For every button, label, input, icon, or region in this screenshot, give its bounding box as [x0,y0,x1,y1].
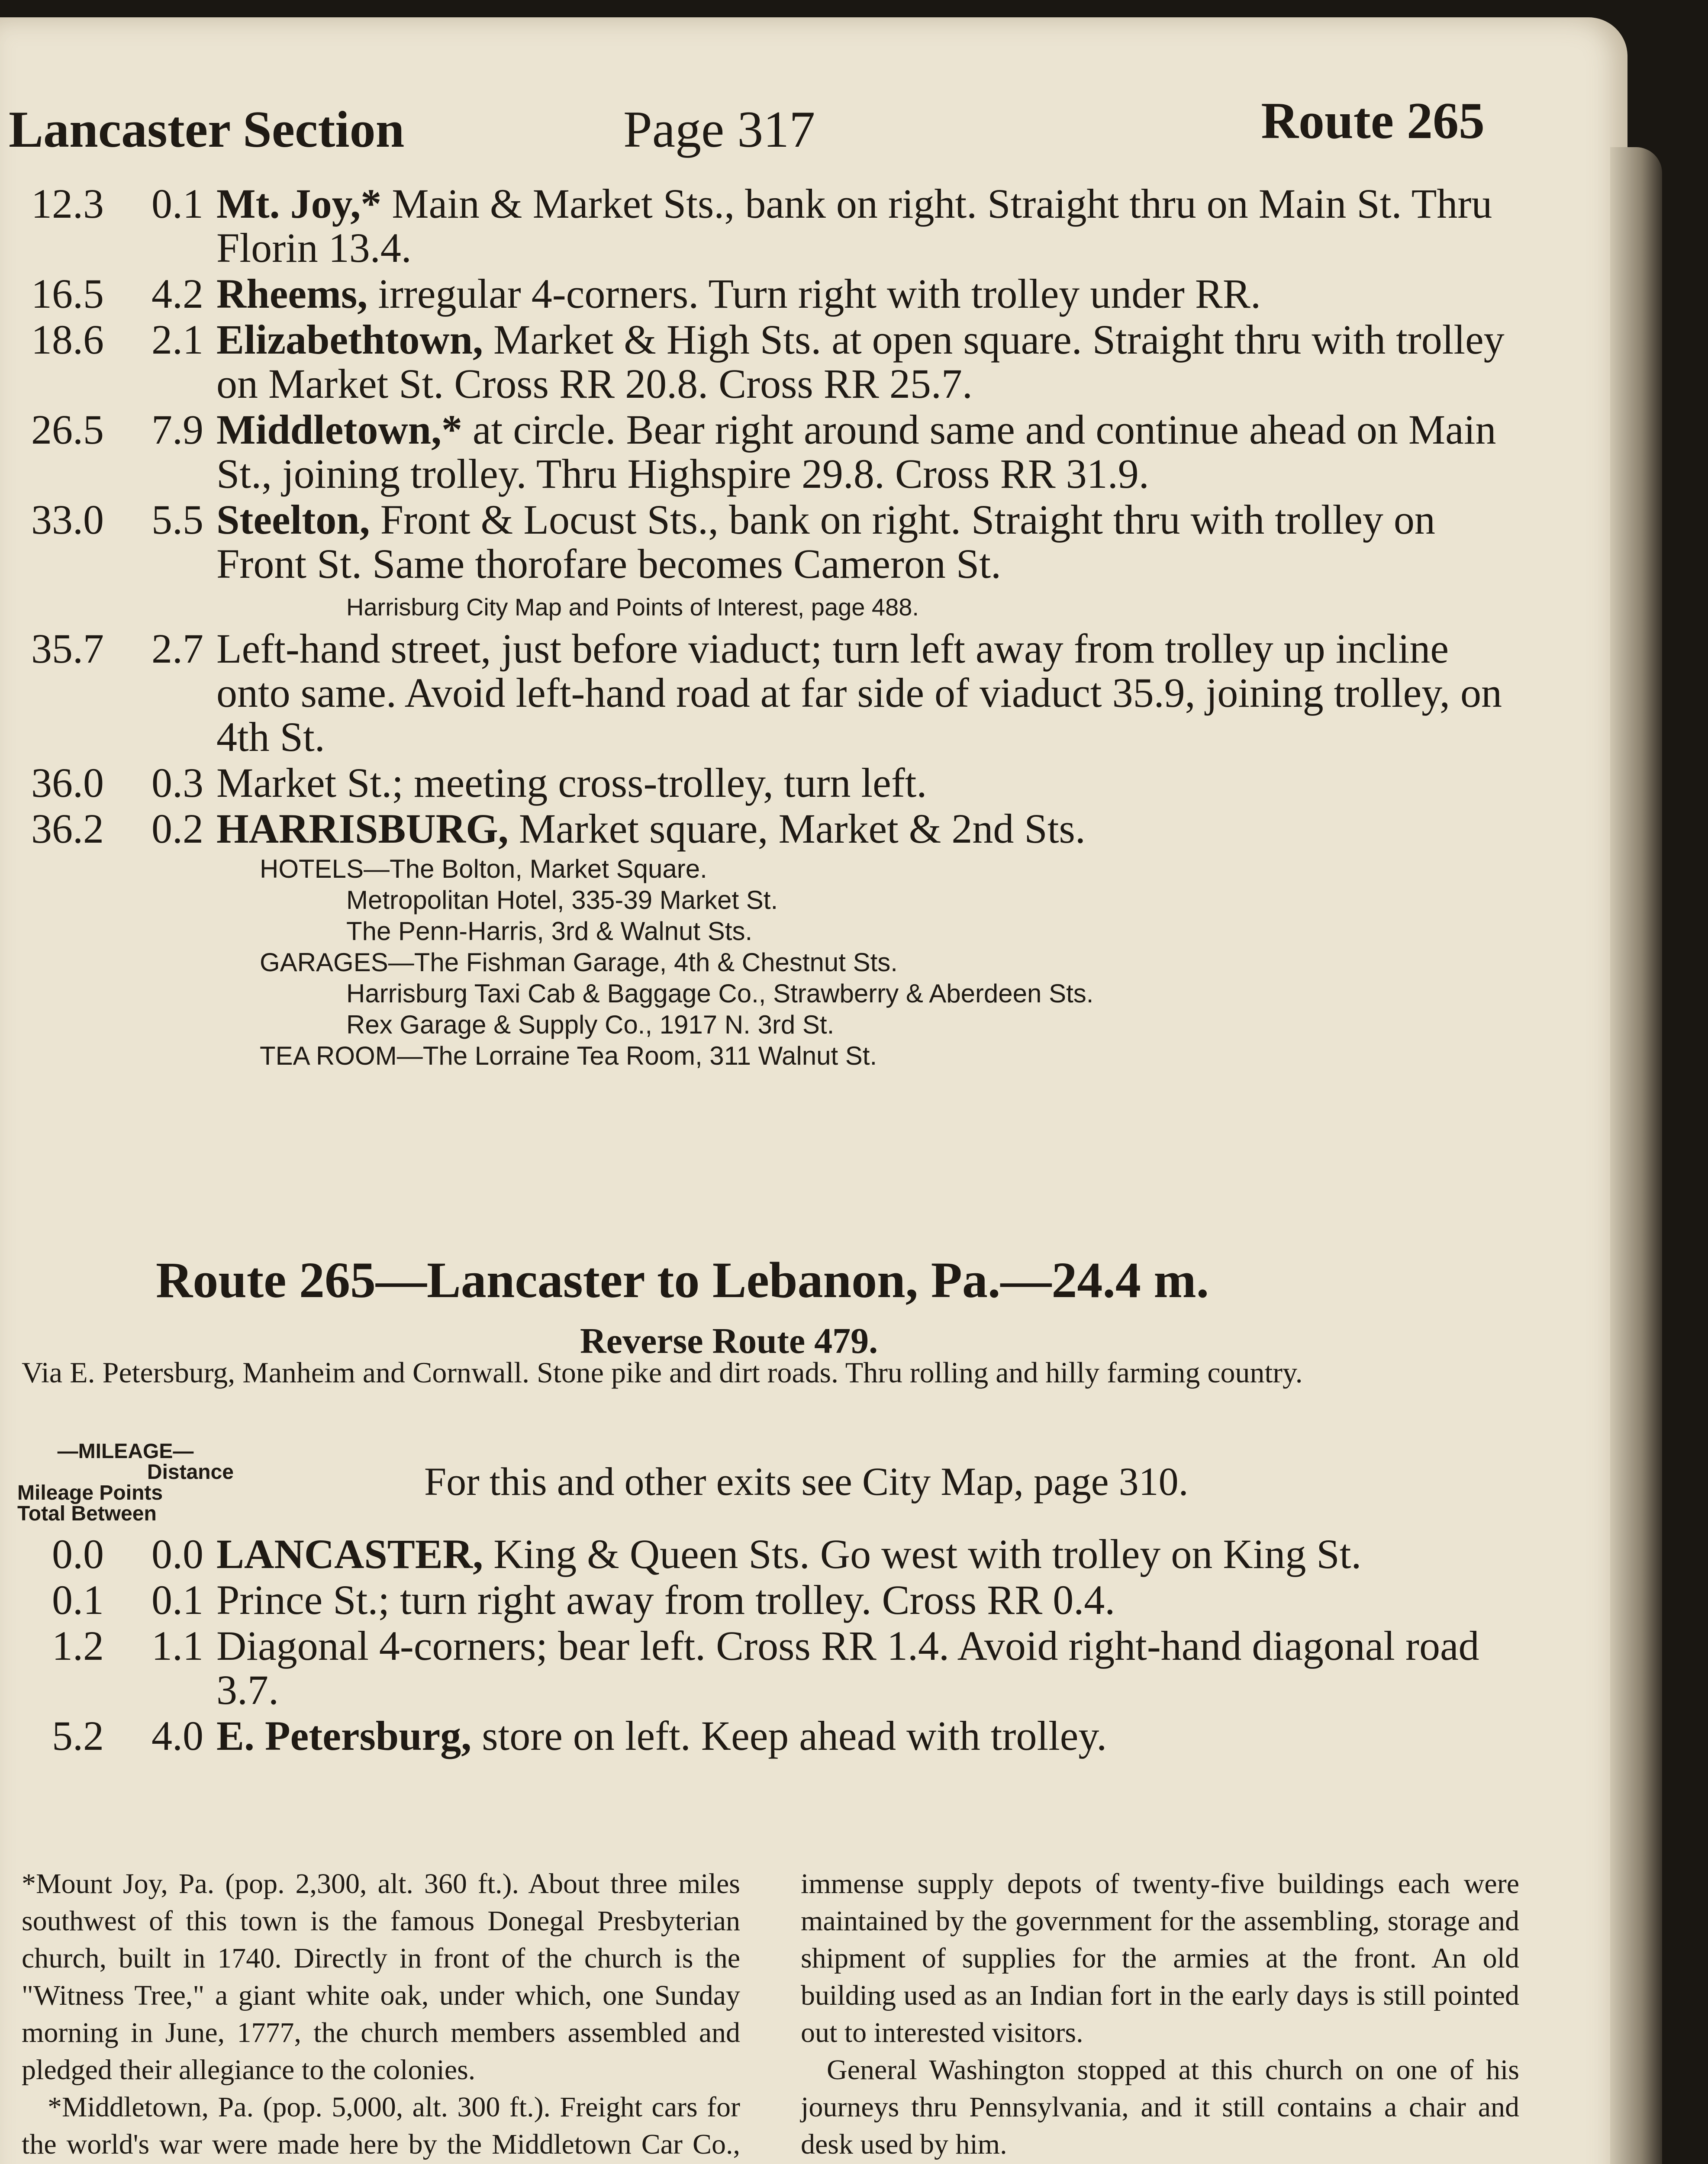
between-mileage: 5.5 [151,496,203,543]
route-entries-top [0,182,1506,1072]
mileage-heading: —MILEAGE— [57,1440,194,1463]
entry-text [216,182,1506,270]
place-name: Rheems, [216,270,368,317]
route-number: Route 265 [1261,92,1485,149]
directions: Market St.; meeting cross-trolley, turn left. [216,760,927,806]
directions: store on left. Keep ahead with trolley. [471,1713,1107,1759]
route-title: Route 265—Lancaster to Lebanon, Pa.—24.4 m. [156,1252,1209,1308]
directions: Market square, Market & 2nd Sts. [508,805,1086,852]
total-mileage: 0.0 [52,1531,104,1577]
hotels-list [260,853,1506,1072]
directions: Front & Locust Sts., bank on right. Straight thru with trolley on Front St. Same thorofare becomes Cameron St. [216,496,1435,587]
route-entry [0,182,1506,270]
route-entries-265 [0,1532,1506,1760]
route-entry [0,318,1506,406]
book-page [0,17,1627,2164]
entry-text [216,761,1506,805]
mileage-col1: Mileage Points [17,1481,163,1504]
directions: irregular 4-corners. Turn right with trolley under RR. [367,270,1261,317]
total-mileage: 36.0 [31,760,104,806]
garage-line: Harrisburg Taxi Cab & Baggage Co., Strawberry & Aberdeen Sts. [346,979,1094,1008]
directions: Market & High Sts. at open square. Straight thru with trolley on Market St. Cross RR 20.8. Cross RR 25.7. [216,316,1505,407]
route-entry [0,1714,1506,1758]
between-mileage: 1.1 [151,1623,203,1669]
place-name: Mt. Joy,* [216,180,382,227]
footnote-continued: immense supply depots of twenty-five buildings each were maintained by the government for the assembling, storage and shipment of supplies for the armies at the front. An old building used as an Indian fort in the early days is still pointed out to interested visitors. [801,1868,1519,2048]
between-mileage: 2.7 [151,625,203,672]
via-description: Via E. Petersburg, Manheim and Cornwall. Stone pike and dirt roads. Thru rolling and hilly farming country. [22,1356,1303,1389]
place-name: LANCASTER, [216,1531,483,1577]
route-entry [0,408,1506,496]
total-mileage: 33.0 [31,496,104,543]
directions: Diagonal 4-corners; bear left. Cross RR 1.4. Avoid right-hand diagonal road 3.7. [216,1623,1479,1713]
entry-text [216,807,1506,851]
page-header [9,91,1485,160]
garage-line: GARAGES—The Fishman Garage, 4th & Chestnut Sts. [260,948,898,977]
between-mileage: 0.0 [151,1531,203,1577]
mileage-legend [17,1441,234,1524]
entry-text [216,498,1506,586]
total-mileage: 18.6 [31,316,104,363]
total-mileage: 12.3 [31,180,104,227]
between-mileage: 0.3 [151,760,203,806]
hotel-line: Metropolitan Hotel, 335-39 Market St. [346,886,778,915]
total-mileage: 36.2 [31,805,104,852]
between-mileage: 4.0 [151,1713,203,1759]
entry-text [216,408,1506,496]
section-title: Lancaster Section [9,100,405,158]
entry-text [216,1578,1506,1622]
footnote-column-right [801,1865,1519,2163]
route-entry [0,807,1506,851]
exits-note: For this and other exits see City Map, page 310. [424,1459,1189,1504]
directions: Main & Market Sts., bank on right. Straight thru on Main St. Thru Florin 13.4. [216,180,1492,271]
mileage-col2: Total Between [17,1502,157,1525]
route-entry [0,1624,1506,1712]
entry-text [216,627,1506,759]
total-mileage: 16.5 [31,270,104,317]
hotel-line: The Penn-Harris, 3rd & Walnut Sts. [346,917,753,946]
route-entry [0,272,1506,316]
tea-room-line: TEA ROOM—The Lorraine Tea Room, 311 Walnut St. [260,1041,877,1070]
place-name: Steelton, [216,496,370,543]
between-mileage: 7.9 [151,406,203,453]
place-name: Middletown,* [216,406,463,453]
directions: Prince St.; turn right away from trolley. Cross RR 0.4. [216,1577,1115,1623]
hotel-line: HOTELS—The Bolton, Market Square. [260,854,707,883]
footnote-middletown: *Middletown, Pa. (pop. 5,000, alt. 300 ft.). Freight cars for the world's war were made here by the Middletown Car Co., [22,2091,740,2160]
city-map-note: Harrisburg City Map and Points of Interest, page 488. [346,593,919,621]
entry-text [216,272,1506,316]
total-mileage: 35.7 [31,625,104,672]
place-name: HARRISBURG, [216,805,509,852]
between-mileage: 2.1 [151,316,203,363]
directions: at circle. Bear right around same and continue ahead on Main St., joining trolley. Thru Highspire 29.8. Cross RR 31.9. [216,406,1496,497]
reverse-route: Reverse Route 479. [580,1321,878,1361]
directions: King & Queen Sts. Go west with trolley on King St. [483,1531,1362,1577]
between-mileage: 0.1 [151,1577,203,1623]
route-entry [0,498,1506,586]
between-mileage: 0.1 [151,180,203,227]
place-name: E. Petersburg, [216,1713,472,1759]
entry-text [216,1624,1506,1712]
page-number: Page 317 [623,100,815,158]
total-mileage: 26.5 [31,406,104,453]
mileage-distance: Distance [147,1461,234,1484]
total-mileage: 5.2 [52,1713,104,1759]
entry-text [216,318,1506,406]
footnote-column-left [22,1865,740,2164]
total-mileage: 1.2 [52,1623,104,1669]
directions: Left-hand street, just before viaduct; turn left away from trolley up incline onto same. Avoid left-hand road at far side of viaduct 35.9, joining trolley, on 4th St. [216,625,1502,760]
book-spine-edge [1610,147,1662,2164]
total-mileage: 0.1 [52,1577,104,1623]
entry-text [216,1714,1506,1758]
route-entry [0,761,1506,805]
between-mileage: 4.2 [151,270,203,317]
route-entry [0,1532,1506,1576]
footnote-mount-joy: *Mount Joy, Pa. (pop. 2,300, alt. 360 ft.). About three miles southwest of this town is the famous Donegal Presbyterian church, built in 1740. Directly in front of the church is the "Witness Tree," a giant white oak, under which, one Sunday morning in June, 1777, the church members assembled and pledged their allegiance to the colonies. [22,1868,740,2086]
route-entry [0,627,1506,759]
place-name: Elizabethtown, [216,316,483,363]
garage-line: Rex Garage & Supply Co., 1917 N. 3rd St. [346,1010,835,1039]
entry-text [216,1532,1506,1576]
route-entry [0,1578,1506,1622]
footnote-washington: General Washington stopped at this church on one of his journeys thru Pennsylvania, and it still contains a chair and desk used by him. [801,2054,1519,2160]
between-mileage: 0.2 [151,805,203,852]
